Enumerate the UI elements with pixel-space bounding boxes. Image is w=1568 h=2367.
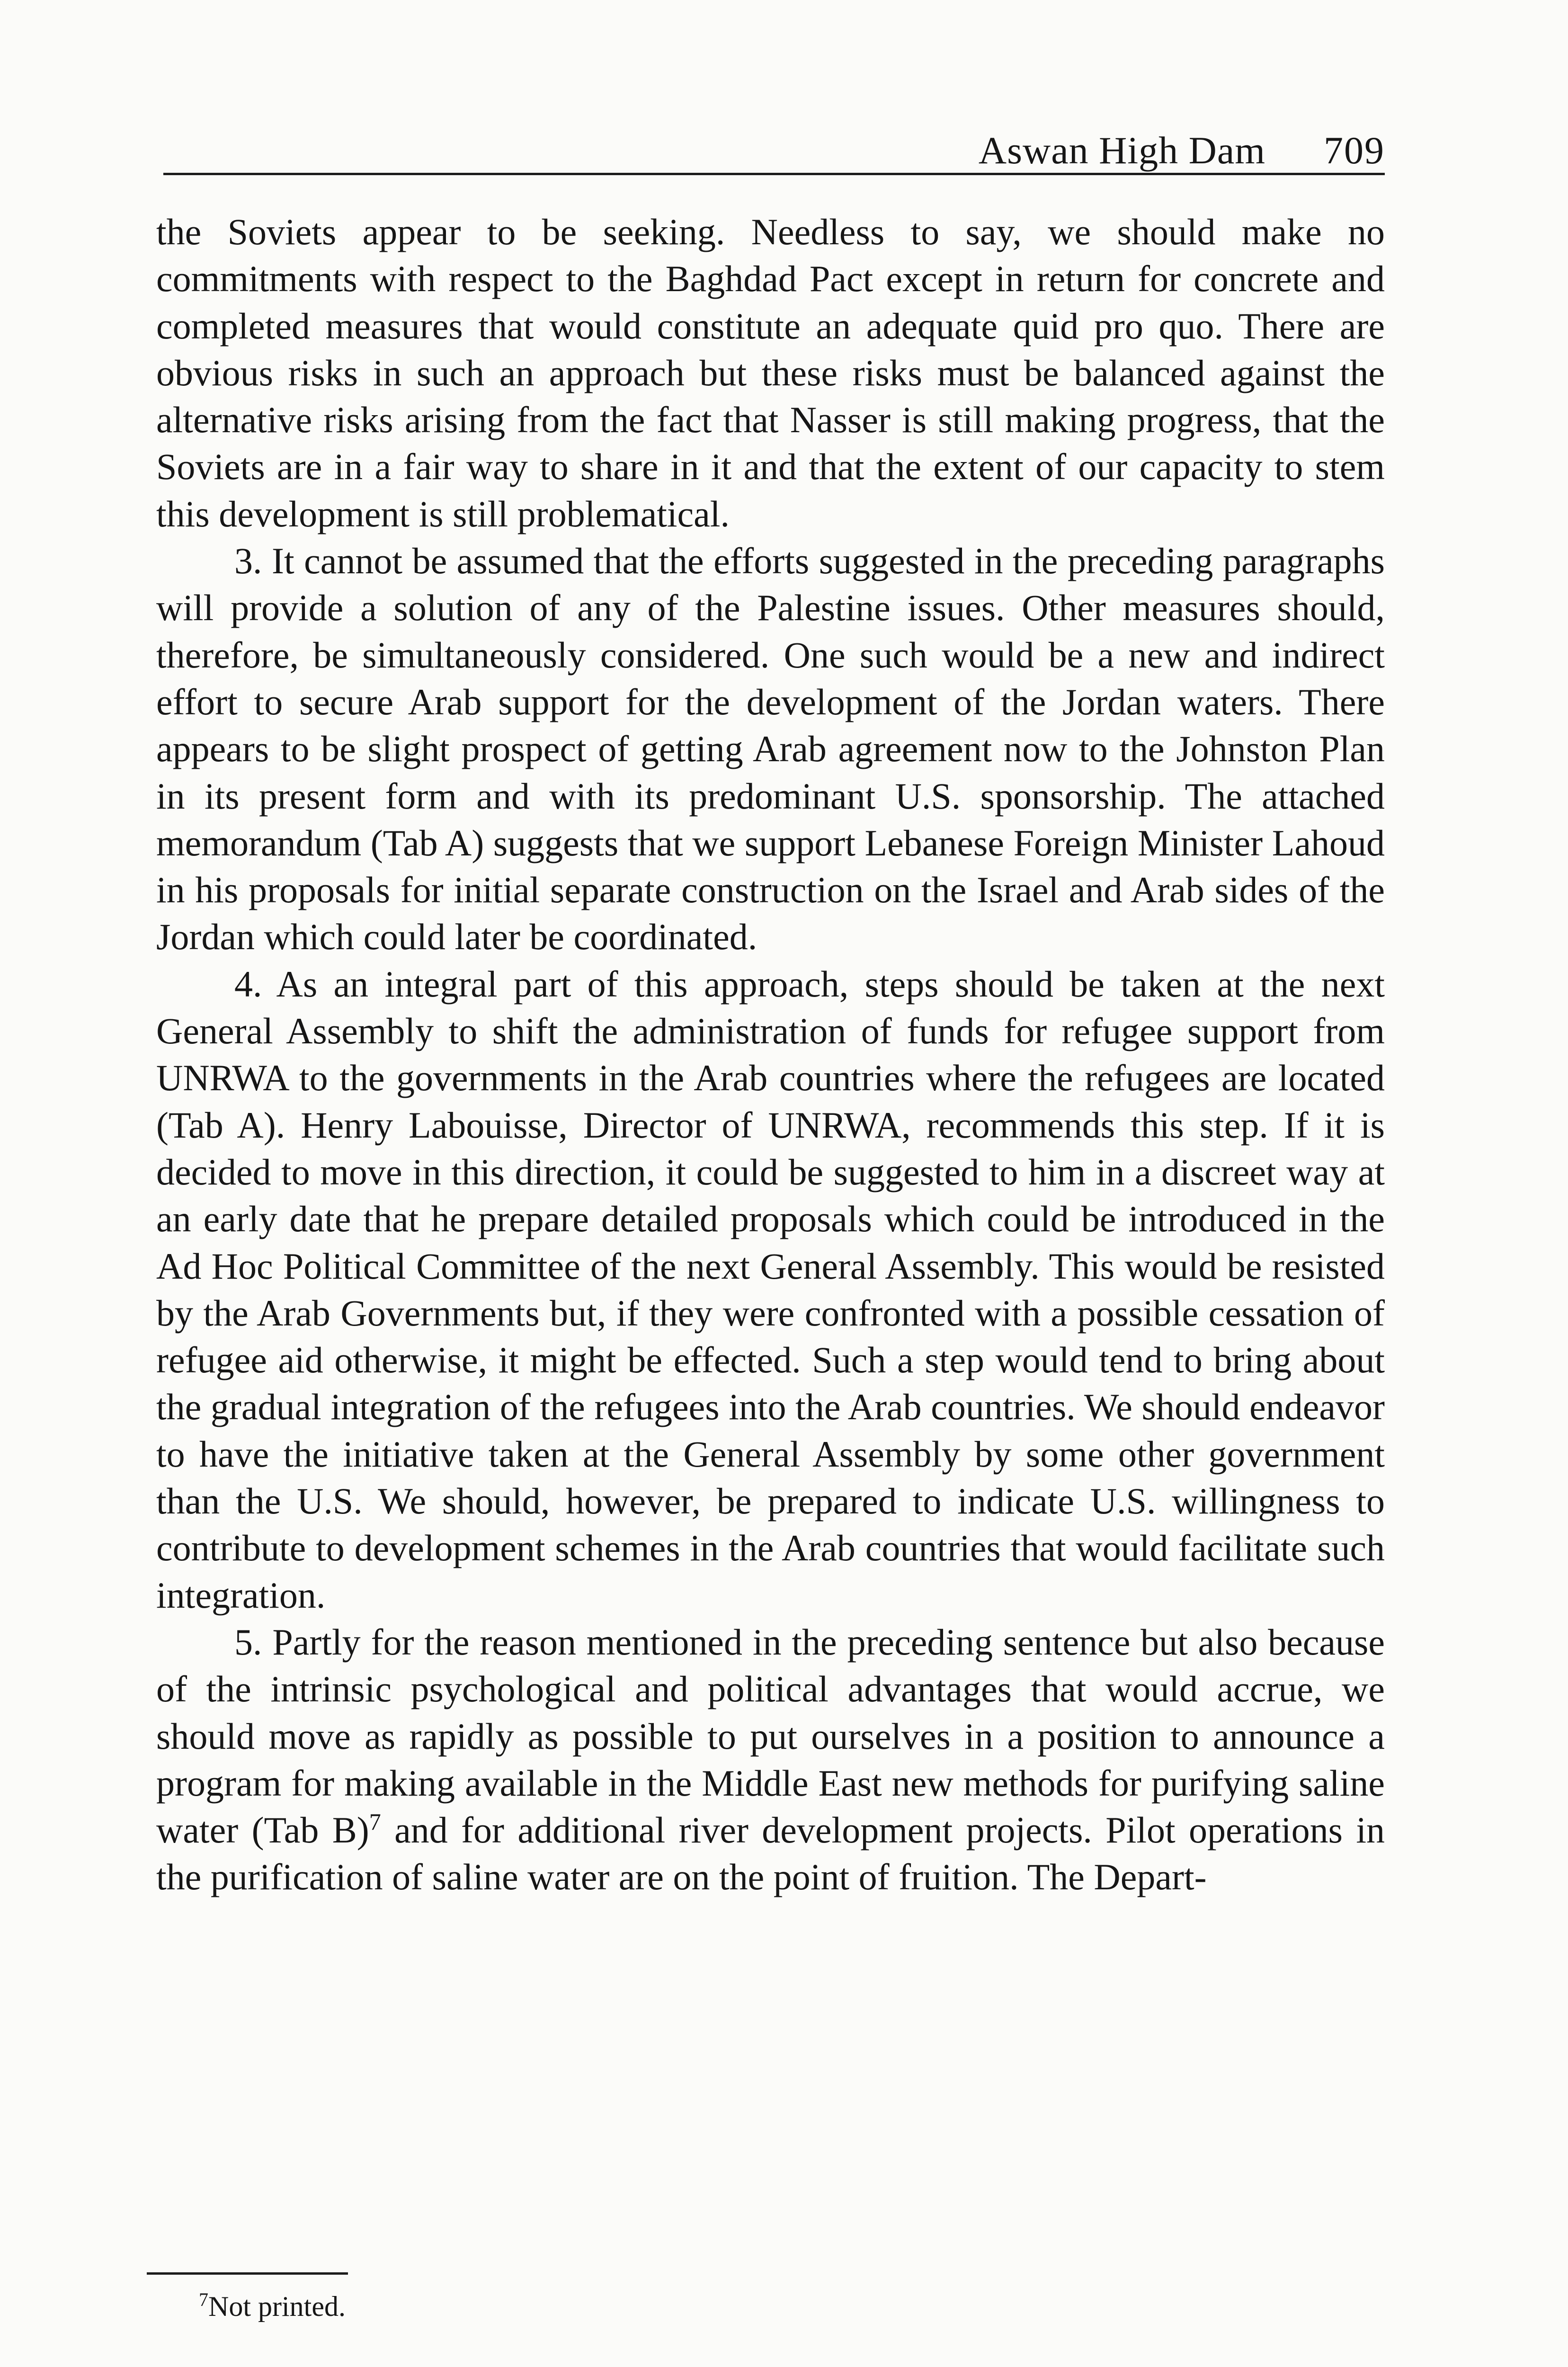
paragraph-5-text-before-note: 5. Partly for the reason mentioned in the preceding sentence but also because of the intrinsic psychological and political advantages that would accrue, we should move as rapidly as possible to put ourselves in a position to announce a program for making available in the Middle East new methods for purifying saline water (Tab B) [156, 1621, 1385, 1851]
paragraph-5-text-after-note: and for additional river development projects. Pilot operations in the purification of saline water are on the point of fruition. The Depart- [156, 1809, 1385, 1898]
footnote-divider [147, 2272, 348, 2275]
paragraph-continuation: the Soviets appear to be seeking. Needless to say, we should make no commitments with respect to the Baghdad Pact except in return for concrete and completed measures that would constitute an adequate quid pro quo. There are obvious risks in such an approach but these risks must be balanced against the alternative risks arising from the fact that Nasser is still making progress, that the Soviets are in a fair way to share in it and that the extent of our capacity to stem this development is still problematical. [156, 211, 1385, 534]
page-number: 709 [1324, 129, 1385, 172]
footnote [199, 2287, 346, 2325]
paragraph-3: 3. It cannot be assumed that the efforts suggested in the preceding paragraphs will provide a solution of any of the Palestine issues. Other measures should, therefore, be simultaneously considered. One such would be a new and indirect effort to secure Arab support for the development of the Jordan waters. There appears to be slight prospect of getting Arab agreement now to the Johnston Plan in its present form and with its predominant U.S. sponsorship. The attached memorandum (Tab A) suggests that we support Lebanese Foreign Minister Lahoud in his proposals for initial separate construction on the Israel and Arab sides of the Jordan which could later be coordinated. [156, 540, 1385, 958]
paragraph-4: 4. As an integral part of this approach, steps should be taken at the next General Assembly to shift the administration of funds for refugee support from UNRWA to the governments in the Arab countries where the refugees are located (Tab A). Henry Labouisse, Director of UNRWA, recommends this step. If it is decided to move in this direction, it could be suggested to him in a discreet way at an early date that he prepare detailed proposals which could be introduced in the Ad Hoc Political Committee of the next General Assembly. This would be resisted by the Arab Governments but, if they were confronted with a possible cessation of refugee aid otherwise, it might be effected. Such a step would tend to bring about the gradual integration of the refugees into the Arab countries. We should endeavor to have the initiative taken at the General Assembly by some other government than the U.S. We should, however, be prepared to indicate U.S. willingness to contribute to development schemes in the Arab countries that would facilitate such integration. [156, 963, 1385, 1616]
footnote-reference: 7 [369, 1808, 381, 1835]
paragraph-5 [156, 1619, 1385, 1901]
running-header [163, 121, 1385, 175]
running-title: Aswan High Dam [978, 129, 1265, 172]
footnote-marker: 7 [199, 2289, 208, 2310]
body-text [156, 208, 1385, 1901]
footnote-text: Not printed. [208, 2291, 346, 2322]
